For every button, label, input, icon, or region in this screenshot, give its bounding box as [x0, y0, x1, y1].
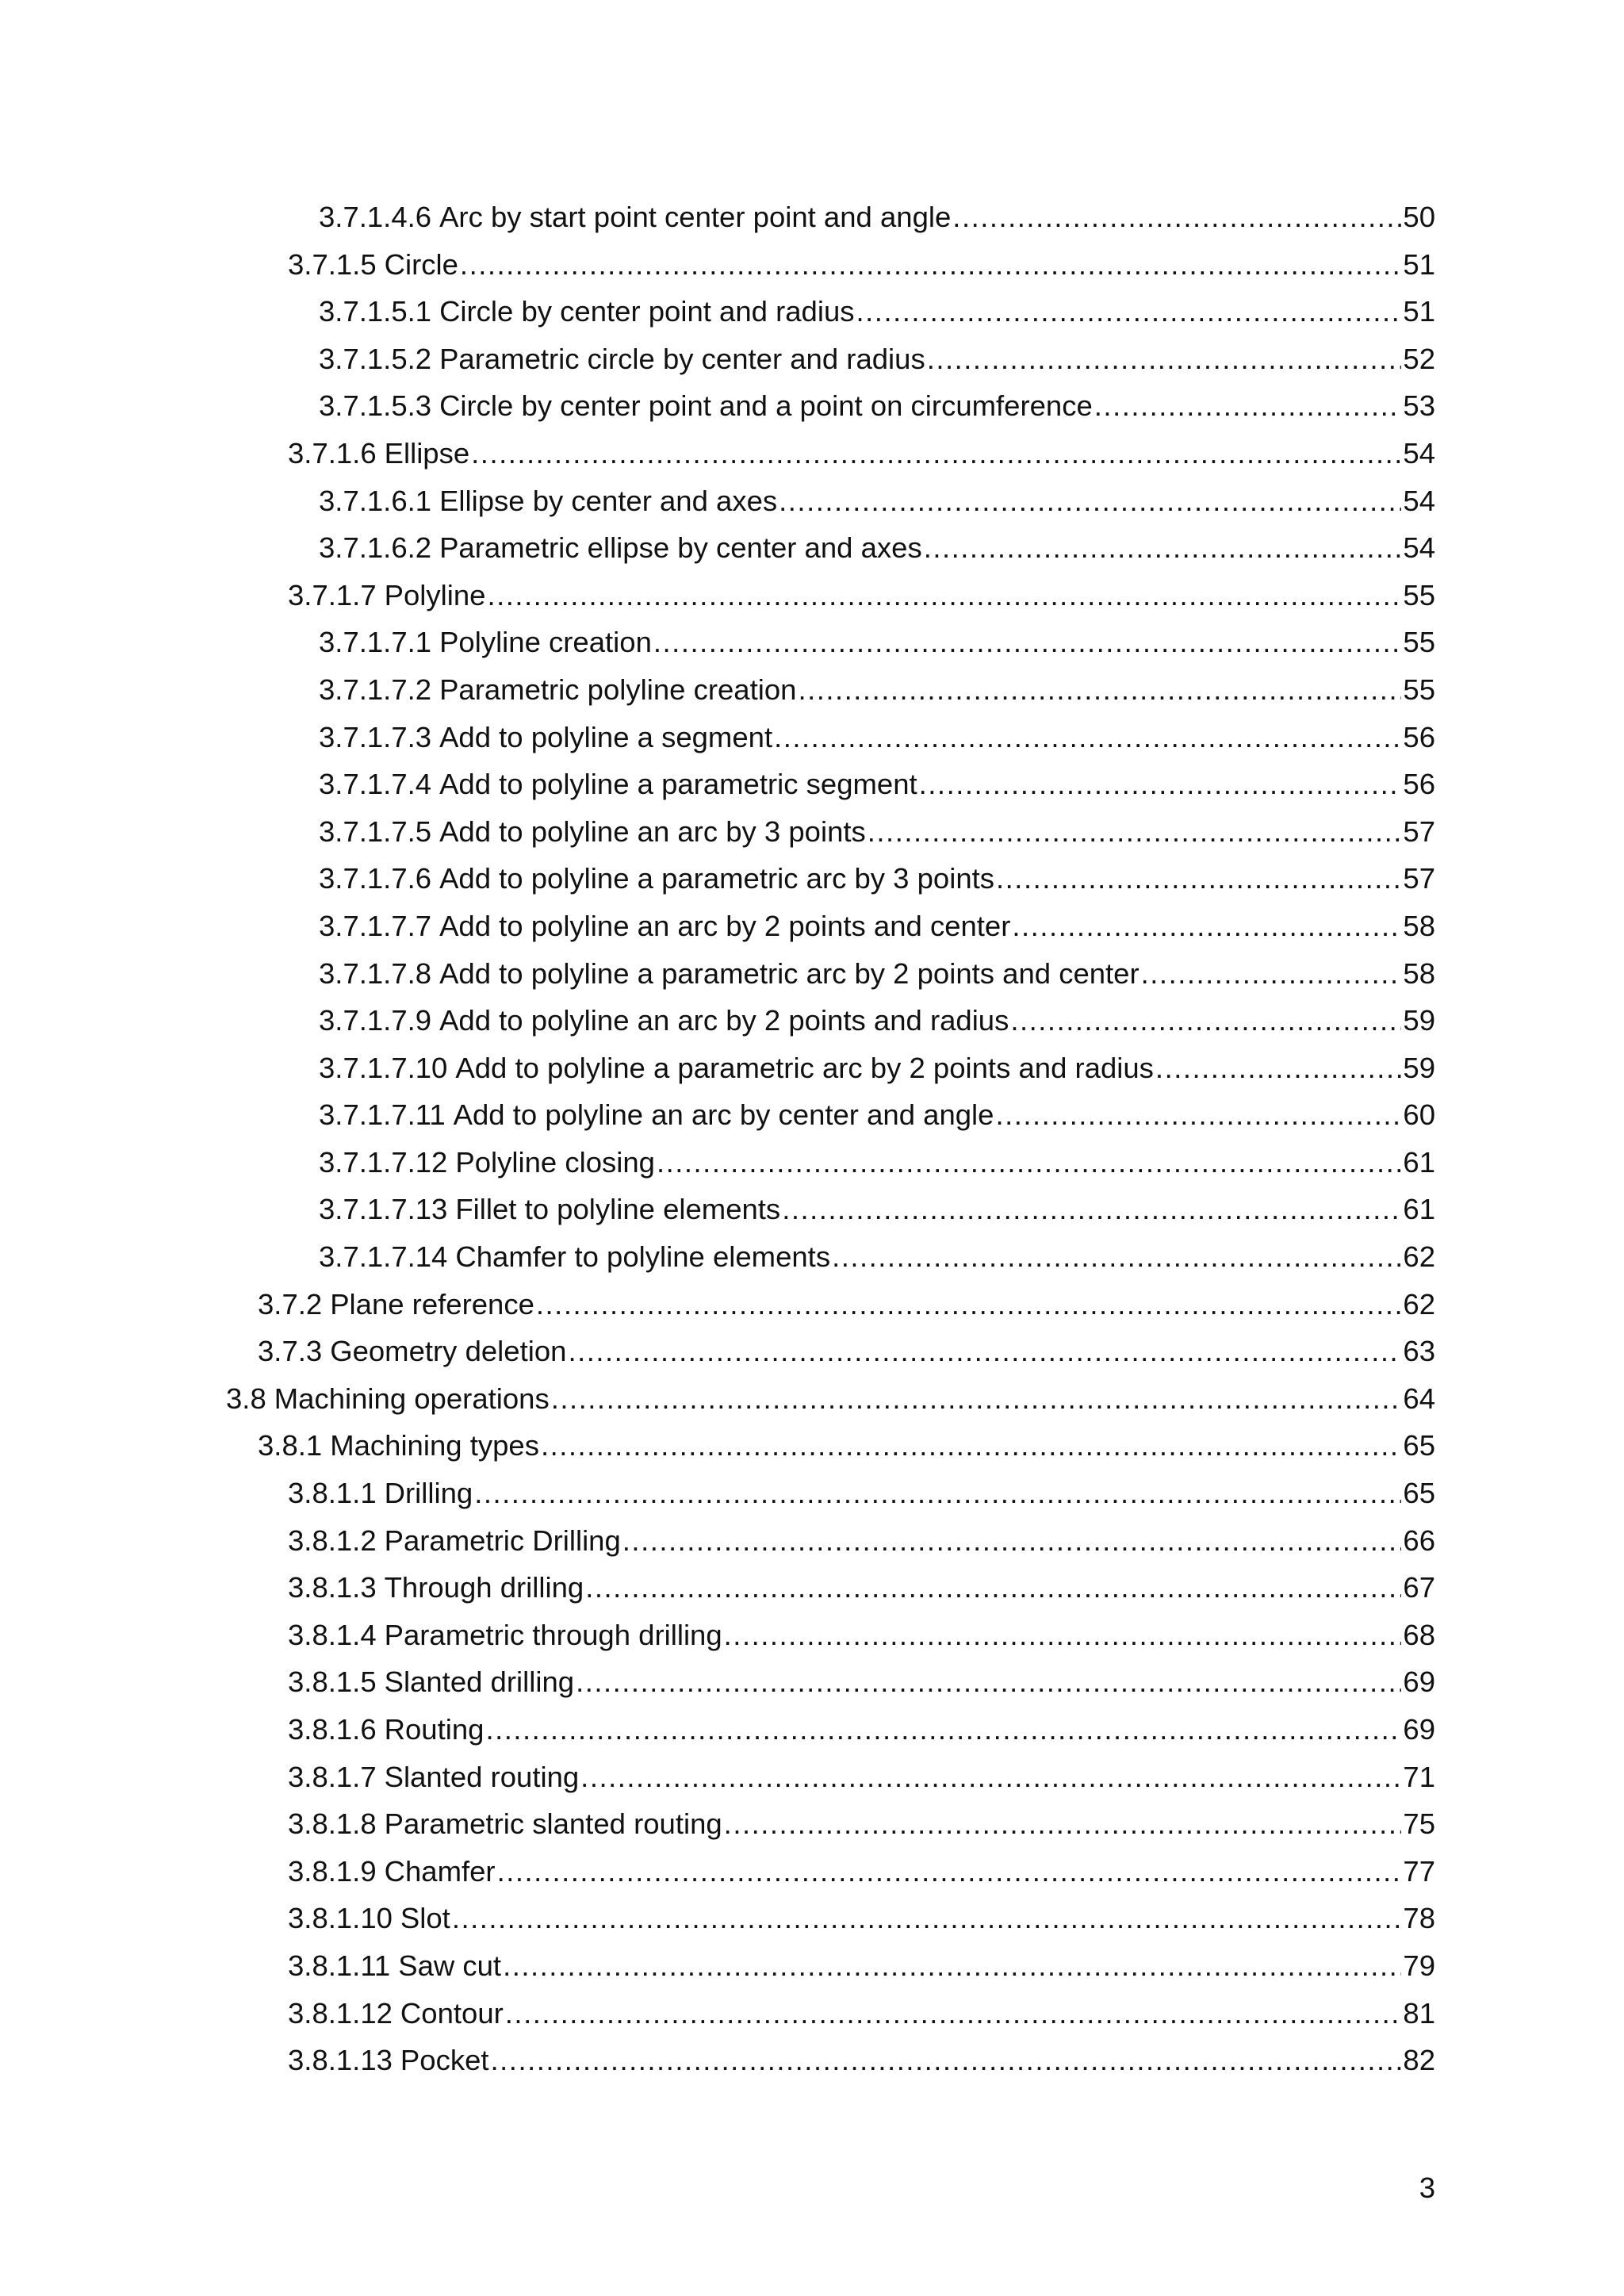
toc-entry[interactable]: [226, 666, 1435, 714]
toc-entry-title: Polyline closing: [455, 1145, 655, 1179]
toc-entry-page: 65: [1403, 1429, 1435, 1462]
toc-entry-number: 3.8.1: [258, 1429, 323, 1462]
toc-entry-number: 3.8: [226, 1382, 266, 1415]
toc-entry[interactable]: [226, 1233, 1435, 1281]
toc-entry-page: 56: [1403, 768, 1435, 801]
toc-dot-leader: [924, 524, 1402, 572]
toc-entry[interactable]: [226, 1422, 1435, 1470]
toc-entry-page: 61: [1403, 1193, 1435, 1226]
table-of-contents: [226, 194, 1435, 2084]
toc-entry[interactable]: [226, 1139, 1435, 1186]
toc-dot-leader: [1155, 1045, 1401, 1092]
toc-entry[interactable]: [226, 1045, 1435, 1092]
toc-entry-page: 82: [1403, 2044, 1435, 2077]
toc-entry-number: 3.7.1.7.13: [319, 1193, 448, 1226]
toc-entry-title: Parametric Drilling: [384, 1524, 621, 1557]
toc-entry-number: 3.8.1.2: [288, 1524, 377, 1557]
toc-entry-title: Add to polyline a parametric arc by 2 points and radius: [455, 1051, 1154, 1084]
toc-entry[interactable]: [226, 288, 1435, 335]
toc-entry-title: Arc by start point center point and angle: [439, 201, 952, 233]
toc-entry-page: 54: [1403, 436, 1435, 470]
toc-entry-title: Plane reference: [330, 1287, 534, 1320]
toc-entry[interactable]: [226, 1375, 1435, 1423]
toc-dot-leader: [1094, 382, 1402, 430]
toc-entry[interactable]: [226, 1328, 1435, 1375]
toc-entry[interactable]: [226, 1706, 1435, 1754]
toc-entry[interactable]: [226, 1658, 1435, 1706]
toc-entry-title: Pocket: [400, 2044, 489, 2077]
toc-entry[interactable]: [226, 1800, 1435, 1848]
toc-entry[interactable]: [226, 714, 1435, 761]
toc-entry-page: 61: [1403, 1145, 1435, 1179]
toc-entry-title: Slanted drilling: [384, 1665, 575, 1699]
toc-entry-number: 3.7.1.7.2: [319, 673, 432, 706]
toc-entry-number: 3.7.1.5.2: [319, 342, 432, 375]
toc-entry-page: 57: [1403, 815, 1435, 848]
toc-entry-title: Fillet to polyline elements: [455, 1193, 781, 1226]
toc-entry-number: 3.7.1.7.8: [319, 956, 432, 990]
toc-entry-page: 58: [1403, 909, 1435, 942]
toc-dot-leader: [868, 808, 1402, 856]
toc-entry-title: Parametric circle by center and radius: [439, 342, 925, 375]
toc-entry-number: 3.7.1.7.9: [319, 1004, 432, 1037]
toc-entry-title: Chamfer to polyline elements: [455, 1240, 831, 1274]
toc-entry-title: Circle by center point and a point on circumference: [439, 389, 1093, 423]
toc-entry-number: 3.7.1.6.1: [319, 484, 432, 517]
toc-entry-title: Parametric polyline creation: [439, 673, 797, 706]
toc-entry-title: Routing: [384, 1713, 485, 1746]
toc-entry-page: 64: [1403, 1382, 1435, 1415]
toc-entry-number: 3.8.1.7: [288, 1760, 377, 1793]
toc-dot-leader: [452, 1895, 1402, 1942]
toc-dot-leader: [485, 1706, 1401, 1754]
toc-entry[interactable]: [226, 761, 1435, 808]
toc-entry-number: 3.8.1.1: [288, 1477, 377, 1510]
toc-dot-leader: [551, 1375, 1402, 1423]
toc-dot-leader: [782, 1186, 1401, 1233]
toc-entry-number: 3.7.1.7.5: [319, 815, 432, 848]
toc-entry[interactable]: [226, 619, 1435, 666]
toc-entry-page: 59: [1403, 1051, 1435, 1084]
toc-entry-title: Add to polyline an arc by 2 points and radius: [439, 1004, 1009, 1037]
toc-dot-leader: [798, 666, 1401, 714]
toc-entry-page: 51: [1403, 247, 1435, 281]
toc-entry[interactable]: [226, 1470, 1435, 1517]
toc-entry[interactable]: [226, 382, 1435, 430]
toc-entry[interactable]: [226, 194, 1435, 241]
toc-entry-number: 3.8.1.6: [288, 1713, 377, 1746]
toc-entry-title: Polyline: [384, 578, 486, 611]
page-number: 3: [1419, 2171, 1435, 2204]
toc-entry-number: 3.7.1.6.2: [319, 531, 432, 565]
toc-entry-page: 71: [1403, 1760, 1435, 1793]
toc-entry-page: 58: [1403, 956, 1435, 990]
toc-entry[interactable]: [226, 477, 1435, 525]
toc-entry-title: Slanted routing: [384, 1760, 580, 1793]
toc-entry-number: 3.7.1.7.11: [319, 1098, 446, 1132]
toc-entry[interactable]: [226, 950, 1435, 998]
toc-dot-leader: [779, 477, 1401, 525]
toc-entry-page: 62: [1403, 1287, 1435, 1320]
toc-entry-number: 3.8.1.10: [288, 1902, 393, 1935]
toc-dot-leader: [580, 1754, 1401, 1801]
toc-entry-title: Saw cut: [398, 1949, 502, 1982]
toc-dot-leader: [541, 1422, 1401, 1470]
toc-entry-number: 3.7.3: [258, 1335, 323, 1368]
toc-entry-page: 50: [1403, 201, 1435, 233]
toc-entry-title: Ellipse by center and axes: [439, 484, 778, 517]
toc-entry-title: Machining types: [330, 1429, 539, 1462]
toc-dot-leader: [856, 288, 1402, 335]
toc-entry-number: 3.8.1.9: [288, 1854, 377, 1888]
toc-dot-leader: [952, 194, 1401, 241]
toc-entry-page: 55: [1403, 626, 1435, 659]
toc-entry[interactable]: [226, 1848, 1435, 1895]
toc-dot-leader: [927, 335, 1402, 383]
toc-entry-title: Add to polyline an arc by 3 points: [439, 815, 866, 848]
toc-entry-number: 3.7.1.7.10: [319, 1051, 448, 1084]
toc-dot-leader: [832, 1233, 1401, 1281]
toc-dot-leader: [503, 1942, 1401, 1990]
toc-entry[interactable]: [226, 1990, 1435, 2037]
toc-dot-leader: [622, 1517, 1402, 1565]
toc-dot-leader: [774, 714, 1401, 761]
toc-entry-page: 60: [1403, 1098, 1435, 1132]
toc-dot-leader: [487, 572, 1401, 619]
toc-entry-title: Geometry deletion: [330, 1335, 567, 1368]
toc-entry-number: 3.7.1.5.1: [319, 295, 432, 328]
toc-entry-page: 81: [1403, 1996, 1435, 2030]
toc-entry-title: Add to polyline an arc by 2 points and center: [439, 909, 1011, 942]
toc-entry-page: 68: [1403, 1618, 1435, 1651]
toc-entry-number: 3.7.1.7.1: [319, 626, 432, 659]
toc-entry-page: 55: [1403, 578, 1435, 611]
toc-dot-leader: [996, 855, 1401, 903]
toc-entry-page: 52: [1403, 342, 1435, 375]
toc-entry-title: Drilling: [384, 1477, 473, 1510]
toc-entry-page: 65: [1403, 1477, 1435, 1510]
toc-entry-page: 54: [1403, 531, 1435, 565]
toc-entry-number: 3.7.1.5.3: [319, 389, 432, 423]
toc-entry-page: 67: [1403, 1571, 1435, 1604]
toc-dot-leader: [919, 761, 1402, 808]
toc-entry-page: 75: [1403, 1807, 1435, 1841]
toc-dot-leader: [474, 1470, 1401, 1517]
toc-entry[interactable]: [226, 903, 1435, 950]
toc-entry-number: 3.7.1.7.4: [319, 768, 432, 801]
toc-dot-leader: [505, 1990, 1402, 2037]
toc-entry-page: 77: [1403, 1854, 1435, 1888]
toc-entry[interactable]: [226, 1091, 1435, 1139]
toc-entry-title: Add to polyline a parametric arc by 2 points and center: [439, 956, 1139, 990]
toc-entry[interactable]: [226, 1186, 1435, 1233]
toc-entry[interactable]: [226, 1895, 1435, 1942]
toc-dot-leader: [1141, 950, 1402, 998]
toc-entry-number: 3.8.1.3: [288, 1571, 377, 1604]
toc-dot-leader: [460, 241, 1401, 289]
toc-dot-leader: [471, 430, 1401, 477]
toc-dot-leader: [995, 1091, 1401, 1139]
toc-entry-number: 3.8.1.13: [288, 2044, 393, 2077]
toc-entry-title: Ellipse: [384, 436, 470, 470]
toc-entry-number: 3.8.1.5: [288, 1665, 377, 1699]
toc-entry-page: 54: [1403, 484, 1435, 517]
toc-entry-number: 3.8.1.12: [288, 1996, 393, 2030]
toc-entry[interactable]: [226, 241, 1435, 289]
toc-entry-number: 3.7.1.7.6: [319, 862, 432, 895]
toc-entry[interactable]: [226, 1564, 1435, 1612]
toc-entry-title: Circle by center point and radius: [439, 295, 855, 328]
toc-entry-number: 3.7.1.7: [288, 578, 377, 611]
toc-entry-title: Through drilling: [384, 1571, 584, 1604]
toc-entry[interactable]: [226, 1281, 1435, 1328]
toc-entry-page: 69: [1403, 1665, 1435, 1699]
toc-entry-title: Machining operations: [274, 1382, 550, 1415]
toc-entry-page: 63: [1403, 1335, 1435, 1368]
toc-entry[interactable]: [226, 524, 1435, 572]
toc-dot-leader: [724, 1612, 1402, 1659]
toc-entry-page: 62: [1403, 1240, 1435, 1274]
toc-entry[interactable]: [226, 1754, 1435, 1801]
toc-dot-leader: [653, 619, 1402, 666]
toc-entry[interactable]: [226, 2037, 1435, 2084]
toc-entry-page: 79: [1403, 1949, 1435, 1982]
toc-entry-number: 3.7.1.4.6: [319, 201, 432, 233]
toc-dot-leader: [576, 1658, 1401, 1706]
toc-dot-leader: [568, 1328, 1401, 1375]
toc-entry-page: 56: [1403, 720, 1435, 753]
toc-entry-title: Add to polyline a parametric segment: [439, 768, 917, 801]
toc-entry-number: 3.8.1.11: [288, 1949, 391, 1982]
toc-dot-leader: [497, 1848, 1402, 1895]
toc-entry-title: Chamfer: [384, 1854, 496, 1888]
toc-entry-title: Add to polyline an arc by center and angle: [453, 1098, 994, 1132]
toc-entry-number: 3.7.1.7.12: [319, 1145, 448, 1179]
toc-entry-number: 3.7.1.7.7: [319, 909, 432, 942]
toc-entry[interactable]: [226, 855, 1435, 903]
toc-dot-leader: [1012, 903, 1401, 950]
toc-entry-number: 3.7.1.7.14: [319, 1240, 448, 1274]
toc-entry[interactable]: [226, 1517, 1435, 1565]
toc-entry-title: Parametric slanted routing: [384, 1807, 722, 1841]
toc-entry-page: 78: [1403, 1902, 1435, 1935]
toc-entry-title: Circle: [384, 247, 458, 281]
toc-dot-leader: [1010, 997, 1401, 1045]
toc-entry-title: Polyline creation: [439, 626, 652, 659]
toc-entry-page: 57: [1403, 862, 1435, 895]
toc-dot-leader: [657, 1139, 1401, 1186]
toc-dot-leader: [491, 2037, 1402, 2084]
toc-dot-leader: [724, 1800, 1402, 1848]
toc-entry-number: 3.7.2: [258, 1287, 323, 1320]
toc-dot-leader: [536, 1281, 1402, 1328]
toc-entry[interactable]: [226, 808, 1435, 856]
toc-entry-number: 3.7.1.5: [288, 247, 377, 281]
toc-entry-title: Add to polyline a parametric arc by 3 points: [439, 862, 995, 895]
toc-entry-page: 59: [1403, 1004, 1435, 1037]
toc-entry-page: 53: [1403, 389, 1435, 423]
toc-entry[interactable]: [226, 430, 1435, 477]
toc-entry-title: Slot: [400, 1902, 450, 1935]
toc-entry-title: Add to polyline a segment: [439, 720, 773, 753]
toc-entry-page: 51: [1403, 295, 1435, 328]
toc-entry-title: Parametric through drilling: [384, 1618, 722, 1651]
toc-entry-number: 3.8.1.8: [288, 1807, 377, 1841]
toc-dot-leader: [585, 1564, 1401, 1612]
toc-entry-number: 3.7.1.7.3: [319, 720, 432, 753]
toc-entry-page: 55: [1403, 673, 1435, 706]
toc-entry[interactable]: [226, 997, 1435, 1045]
toc-entry-number: 3.8.1.4: [288, 1618, 377, 1651]
toc-entry-title: Parametric ellipse by center and axes: [439, 531, 922, 565]
toc-entry-page: 69: [1403, 1713, 1435, 1746]
toc-entry[interactable]: [226, 572, 1435, 619]
toc-entry[interactable]: [226, 335, 1435, 383]
toc-entry[interactable]: [226, 1942, 1435, 1990]
toc-entry-page: 66: [1403, 1524, 1435, 1557]
toc-entry-title: Contour: [400, 1996, 504, 2030]
toc-entry[interactable]: [226, 1612, 1435, 1659]
toc-entry-number: 3.7.1.6: [288, 436, 377, 470]
